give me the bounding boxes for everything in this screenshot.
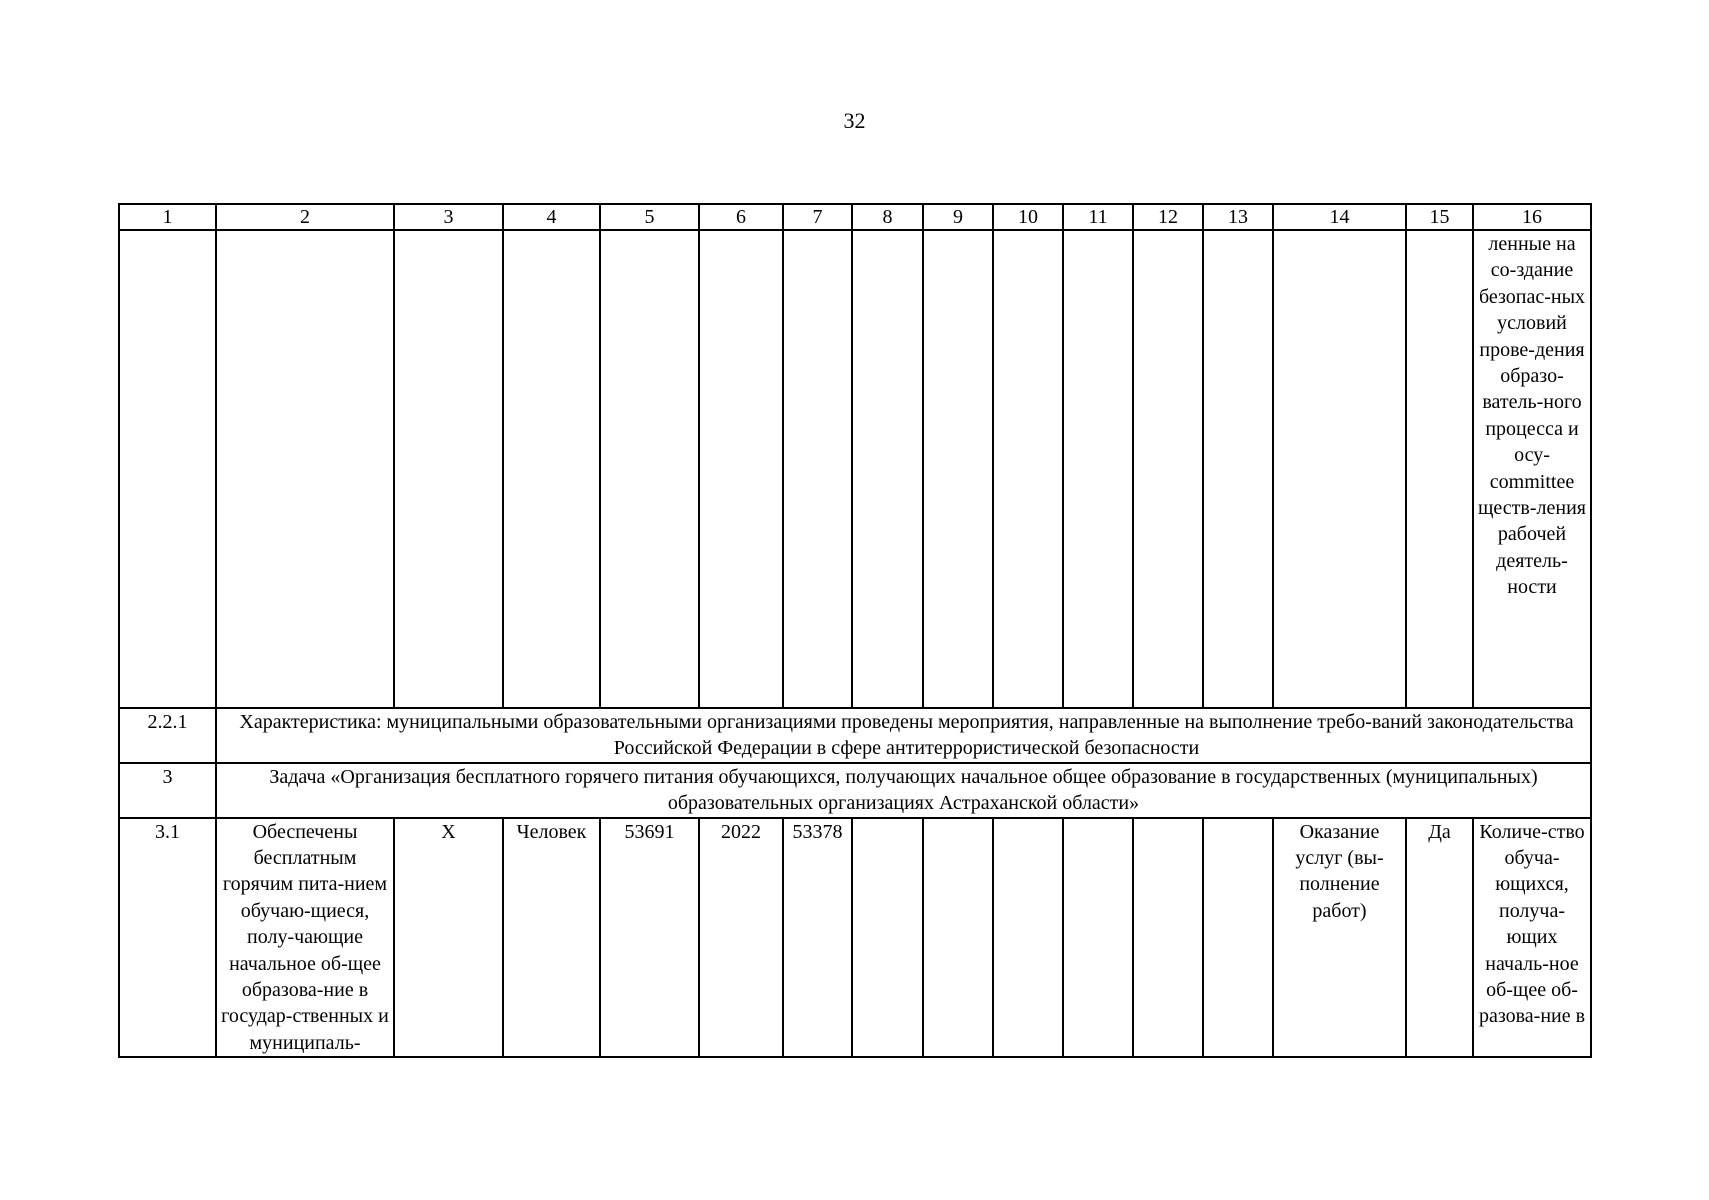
page-number: 32 [843,108,866,133]
table-row-3 [119,763,1591,818]
column-header: 11 [1063,204,1133,230]
column-header: 10 [993,204,1063,230]
continuation-row [119,230,1591,708]
row-number: 2.2.1 [119,708,216,763]
continuation-cell-col16: ленные на со-здание безопас-ных условий прове-дения образо-ватель-ного процесса и осу-committee ществ-ления рабочей деятель-ности [1473,230,1591,708]
column-header: 7 [783,204,852,230]
column-header: 4 [503,204,600,230]
characteristic-text: Характеристика: муниципальными образовательными организациями проведены мероприятия, направленные на выполнение требо-ваний законодательства Российской Федерации в сфере антитеррористической безопасности [216,708,1591,763]
column-header: 15 [1406,204,1473,230]
task-text: Задача «Организация бесплатного горячего питания обучающихся, получающих начальное общее образование в государственных (муниципальных) образовательных организациях Астраханской области» [216,763,1591,818]
column-header: 14 [1273,204,1406,230]
column-header: 13 [1203,204,1273,230]
column-header: 3 [394,204,503,230]
data-table [118,203,1592,1058]
unit-cell: Человек [503,818,600,1058]
column-header: 8 [852,204,923,230]
column-header: 12 [1133,204,1203,230]
column-header: 9 [923,204,993,230]
year-cell: 2022 [699,818,783,1058]
cell-col15: Да [1406,818,1473,1058]
result-description: Обеспечены бесплатным горячим пита-нием обучаю-щиеся, полу-чающие начальное об-щее образова-ние в государ-ственных и муниципаль- [216,818,394,1058]
column-header: 5 [600,204,699,230]
table-row-3-1 [119,818,1591,1058]
column-header: 1 [119,204,216,230]
column-header: 2 [216,204,394,230]
base-value-cell: 53691 [600,818,699,1058]
row-number: 3 [119,763,216,818]
row-number: 3.1 [119,818,216,1058]
cell-col14: Оказание услуг (вы-полнение работ) [1273,818,1406,1058]
cell-col16: Количе-ство обуча-ющихся, получа-ющих началь-ное об-щее об-разова-ние в [1473,818,1591,1058]
table-row-2-2-1 [119,708,1591,763]
value-cell-col7: 53378 [783,818,852,1058]
column-header-row [119,204,1591,230]
column-header: 16 [1473,204,1591,230]
column-header: 6 [699,204,783,230]
cell-col3: X [394,818,503,1058]
